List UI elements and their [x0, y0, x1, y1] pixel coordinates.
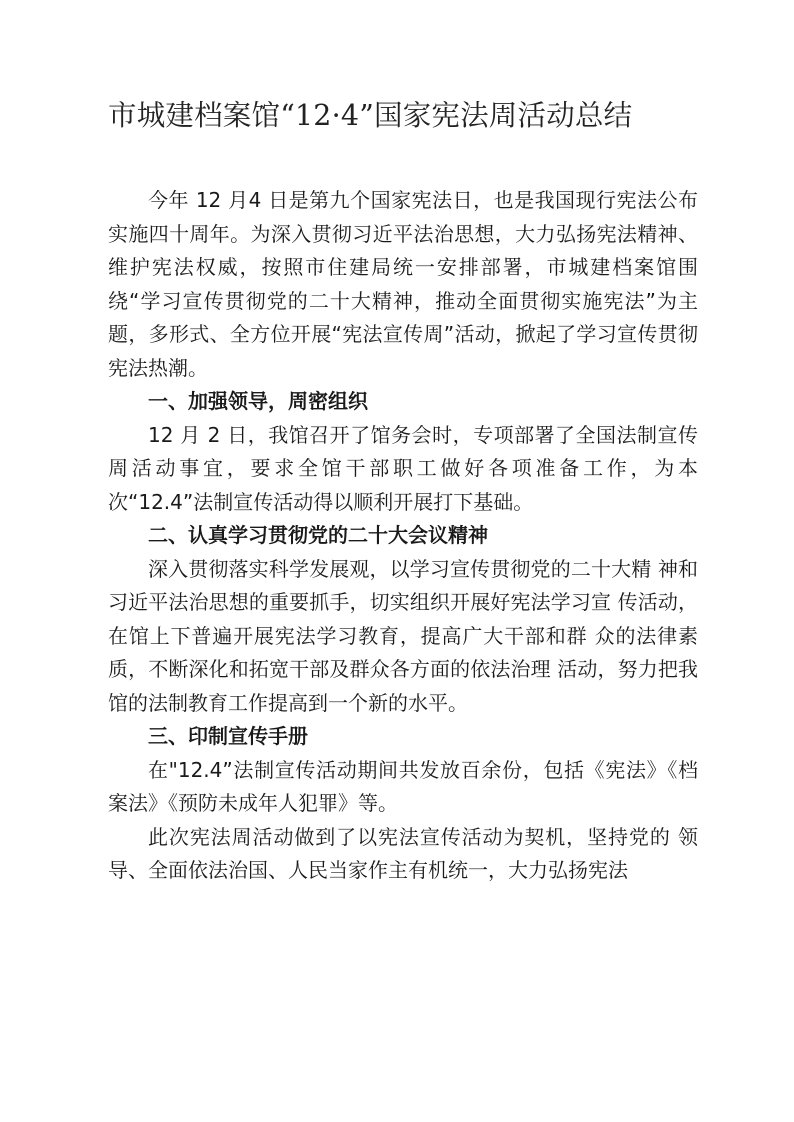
section-heading-1: 一、加强领导，周密组织: [148, 389, 368, 413]
document-body: [108, 184, 705, 888]
intro-paragraph: 今年 12 月4 日是第九个国家宪法日，也是我国现行宪法公布实施四十周年。为深入贯彻习近平法治思想，大力弘扬宪法精神、维护宪法权威，按照市住建局统一安排部署，市城建档案馆围绕“学习宣传贯彻党的二十大精神，推动全面贯彻实施宪法”为主题，多形式、全方位开展“宪法宣传周”活动，掀起了学习宣传贯彻宪法热潮。: [108, 188, 698, 380]
closing-paragraph: 此次宪法周活动做到了以宪法宣传活动为契机，坚持党的 领导、全面依法治国、人民当家作主有机统一，大力弘扬宪法: [108, 824, 698, 882]
section-paragraph-2: 深入贯彻落实科学发展观，以学习宣传贯彻党的二十大精 神和习近平法治思想的重要抓手，切实组织开展好宪法学习宣 传活动，在馆上下普遍开展宪法学习教育，提高广大干部和群 众的法律素质，不断深化和拓宽干部及群众各方面的依法治理 活动，努力把我馆的法制教育工作提高到一个新的水平。: [108, 556, 698, 715]
section-paragraph-3: 在"12.4”法制宣传活动期间共发放百余份，包括《宪法》《档案法》《预防未成年人犯罪》等。: [108, 757, 698, 815]
section-heading-3: 三、印制宣传手册: [148, 724, 308, 748]
section-heading-2: 二、认真学习贯彻党的二十大会议精神: [148, 523, 488, 547]
document-title: 市城建档案馆“12·4”国家宪法周活动总结: [108, 99, 633, 132]
section-paragraph-1: 12 月 2 日，我馆召开了馆务会时，专项部署了全国法制宣传周活动事宜，要求全馆干部职工做好各项准备工作，为本 次“12.4”法制宣传活动得以顺利开展打下基础。: [108, 422, 705, 514]
